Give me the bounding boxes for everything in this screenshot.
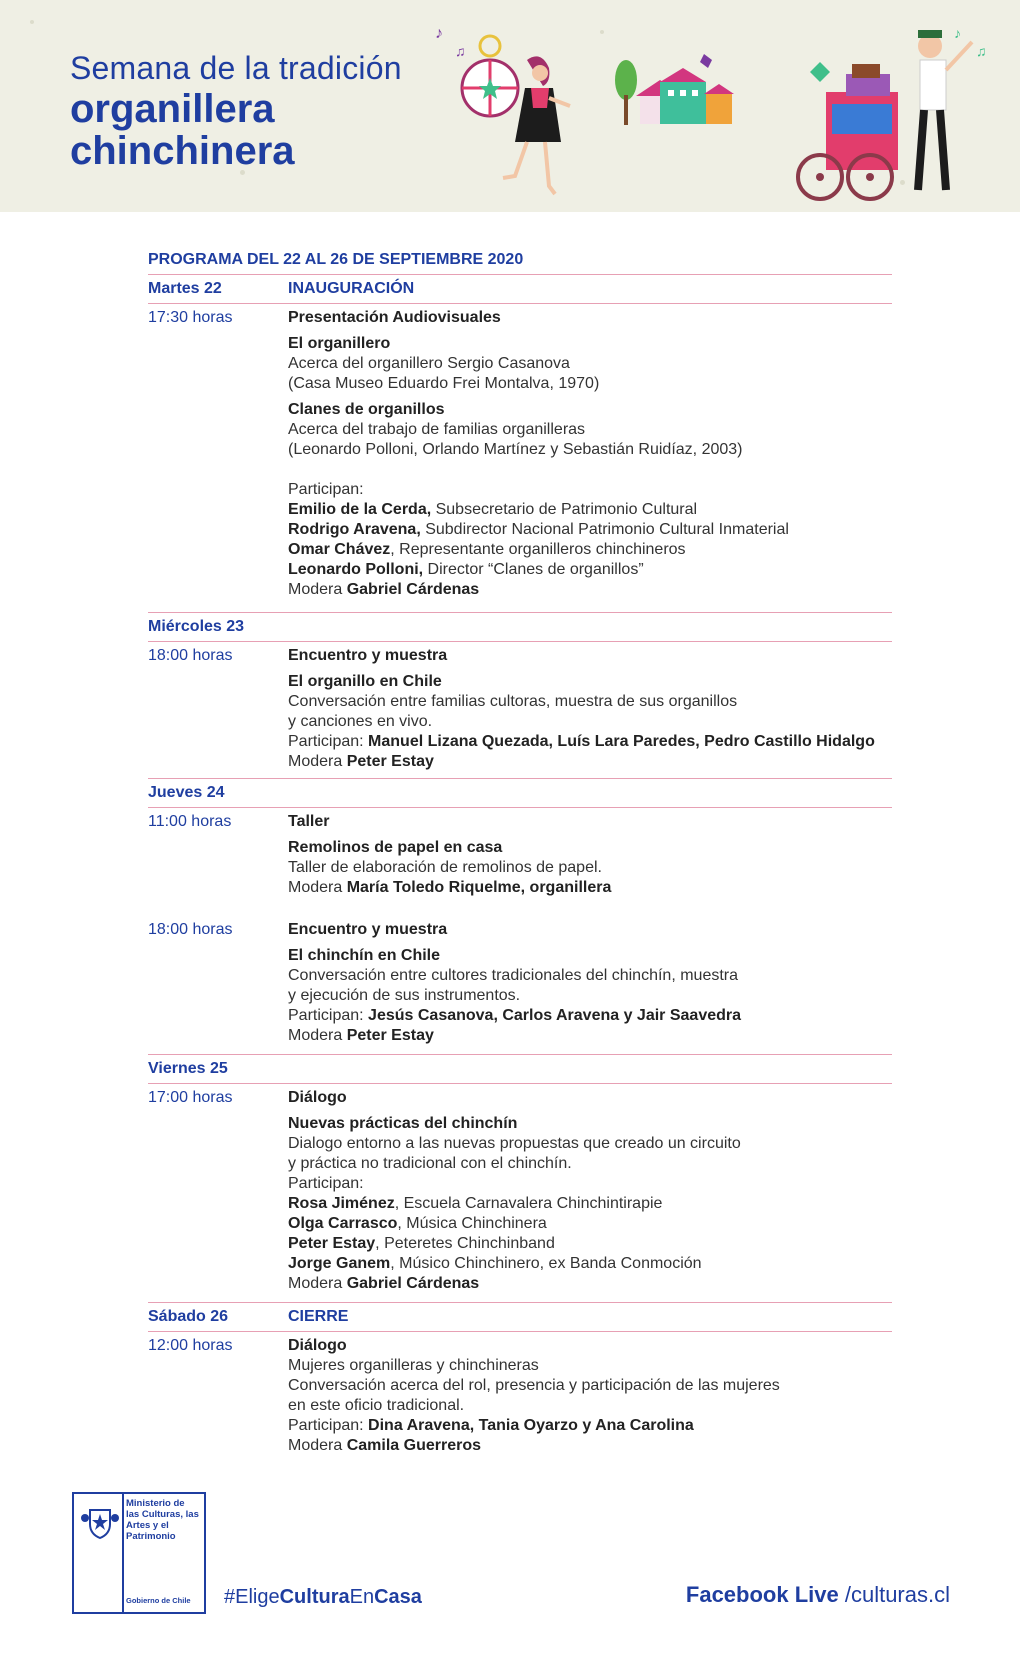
program-title: PROGRAMA DEL 22 AL 26 DE SEPTIEMBRE 2020 bbox=[148, 251, 524, 268]
session-time: 18:00 horas bbox=[148, 647, 233, 664]
item-title: Nuevas prácticas del chinchín bbox=[288, 1115, 518, 1132]
participant: Jorge Ganem, Músico Chinchinero, ex Banda Conmoción bbox=[288, 1255, 702, 1272]
participan-label: Participan: bbox=[288, 481, 364, 498]
session-sabado bbox=[148, 1332, 892, 1456]
day-tag: INAUGURACIÓN bbox=[288, 280, 415, 297]
participant: Peter Estay, Peteretes Chinchinband bbox=[288, 1235, 555, 1252]
session-jueves-2 bbox=[148, 916, 892, 1054]
item-title: El chinchín en Chile bbox=[288, 947, 441, 964]
day-label: Jueves 24 bbox=[148, 784, 225, 801]
item-line: Conversación entre cultores tradicionales del chinchín, muestra bbox=[288, 967, 739, 984]
hashtag: #EligeCulturaEnCasa bbox=[224, 1586, 422, 1608]
moderator: Modera Peter Estay bbox=[288, 1027, 434, 1044]
session-time: 17:30 horas bbox=[148, 309, 233, 326]
logo-gobierno: Gobierno de Chile bbox=[126, 1596, 191, 1605]
program-content bbox=[148, 248, 892, 1456]
ministry-logo bbox=[72, 1492, 206, 1614]
session-viernes bbox=[148, 1084, 892, 1302]
item-line: (Leonardo Polloni, Orlando Martínez y Sebastián Ruidíaz, 2003) bbox=[288, 441, 743, 458]
moderator: Modera María Toledo Riquelme, organillera bbox=[288, 879, 612, 896]
item-line: Conversación acerca del rol, presencia y participación de las mujeres bbox=[288, 1377, 780, 1394]
participant: Rodrigo Aravena, Subdirector Nacional Patrimonio Cultural Inmaterial bbox=[288, 521, 789, 538]
moderator: Modera Gabriel Cárdenas bbox=[288, 1275, 480, 1292]
title-line-2: organillera chinchinera bbox=[70, 87, 295, 173]
participant: Rosa Jiménez, Escuela Carnavalera Chinchintirapie bbox=[288, 1195, 663, 1212]
dancer-illustration bbox=[435, 18, 585, 208]
item-line: Dialogo entorno a las nuevas propuestas que creado un circuito bbox=[288, 1135, 741, 1152]
svg-text:♪: ♪ bbox=[954, 25, 961, 41]
day-label: Miércoles 23 bbox=[148, 618, 245, 635]
village-illustration bbox=[612, 50, 742, 130]
item-title: El organillo en Chile bbox=[288, 673, 442, 690]
title-line-1: Semana de la tradición bbox=[70, 50, 402, 86]
header-banner bbox=[0, 0, 1020, 212]
participants: Participan: Dina Aravena, Tania Oyarzo y Ana Carolina bbox=[288, 1417, 694, 1434]
participant: Emilio de la Cerda, Subsecretario de Patrimonio Cultural bbox=[288, 501, 698, 518]
item-line: y canciones en vivo. bbox=[288, 713, 433, 730]
item-line: (Casa Museo Eduardo Frei Montalva, 1970) bbox=[288, 375, 600, 392]
session-time: 11:00 horas bbox=[148, 813, 232, 830]
item-line: Taller de elaboración de remolinos de papel. bbox=[288, 859, 602, 876]
item-line: Mujeres organilleras y chinchineras bbox=[288, 1357, 539, 1374]
session-heading: Taller bbox=[288, 813, 330, 830]
item-title: Remolinos de papel en casa bbox=[288, 839, 503, 856]
day-tag: CIERRE bbox=[288, 1308, 349, 1325]
day-label: Sábado 26 bbox=[148, 1308, 229, 1325]
day-header-jueves bbox=[148, 778, 892, 808]
item-line: y ejecución de sus instrumentos. bbox=[288, 987, 521, 1004]
session-heading: Diálogo bbox=[288, 1089, 347, 1106]
moderator: Modera Gabriel Cárdenas bbox=[288, 581, 480, 598]
day-header-sabado bbox=[148, 1302, 892, 1332]
participan-label: Participan: bbox=[288, 1175, 364, 1192]
organ-grinder-illustration bbox=[790, 12, 1000, 207]
participant: Olga Carrasco, Música Chinchinera bbox=[288, 1215, 547, 1232]
session-martes bbox=[148, 304, 892, 612]
item-title: Clanes de organillos bbox=[288, 401, 445, 418]
logo-divider bbox=[122, 1494, 124, 1612]
session-heading: Encuentro y muestra bbox=[288, 647, 448, 664]
session-time: 12:00 horas bbox=[148, 1337, 233, 1354]
svg-text:♫: ♫ bbox=[455, 43, 466, 59]
participant: Omar Chávez, Representante organilleros chinchineros bbox=[288, 541, 686, 558]
item-line: Conversación entre familias cultoras, muestra de sus organillos bbox=[288, 693, 738, 710]
chile-coat-of-arms-icon bbox=[80, 1502, 120, 1542]
svg-text:♫: ♫ bbox=[976, 43, 987, 59]
item-line: y práctica no tradicional con el chinchín. bbox=[288, 1155, 572, 1172]
day-header-martes bbox=[148, 274, 892, 304]
logo-text: Ministerio de las Culturas, las Artes y el Patrimonio bbox=[126, 1498, 199, 1542]
item-line: en este oficio tradicional. bbox=[288, 1397, 465, 1414]
session-time: 18:00 horas bbox=[148, 921, 233, 938]
session-heading: Presentación Audiovisuales bbox=[288, 309, 501, 326]
participants: Participan: Jesús Casanova, Carlos Aravena y Jair Saavedra bbox=[288, 1007, 742, 1024]
item-title: El organillero bbox=[288, 335, 391, 352]
moderator: Modera Camila Guerreros bbox=[288, 1437, 481, 1454]
facebook-live-link[interactable]: Facebook Live /culturas.cl bbox=[685, 1582, 950, 1607]
item-line: Acerca del trabajo de familias organilleras bbox=[288, 421, 586, 438]
day-label: Martes 22 bbox=[148, 280, 222, 297]
session-jueves-1 bbox=[148, 808, 892, 916]
day-label: Viernes 25 bbox=[148, 1060, 228, 1077]
participants: Participan: Manuel Lizana Quezada, Luís Lara Paredes, Pedro Castillo Hidalgo bbox=[288, 733, 875, 750]
day-header-viernes bbox=[148, 1054, 892, 1084]
item-line: Acerca del organillero Sergio Casanova bbox=[288, 355, 570, 372]
participant: Leonardo Polloni, Director “Clanes de organillos” bbox=[288, 561, 644, 578]
svg-text:♪: ♪ bbox=[435, 25, 443, 42]
moderator: Modera Peter Estay bbox=[288, 753, 434, 770]
session-heading: Diálogo bbox=[288, 1337, 347, 1354]
session-heading: Encuentro y muestra bbox=[288, 921, 448, 938]
session-time: 17:00 horas bbox=[148, 1089, 233, 1106]
day-header-miercoles bbox=[148, 612, 892, 642]
session-miercoles bbox=[148, 642, 892, 778]
